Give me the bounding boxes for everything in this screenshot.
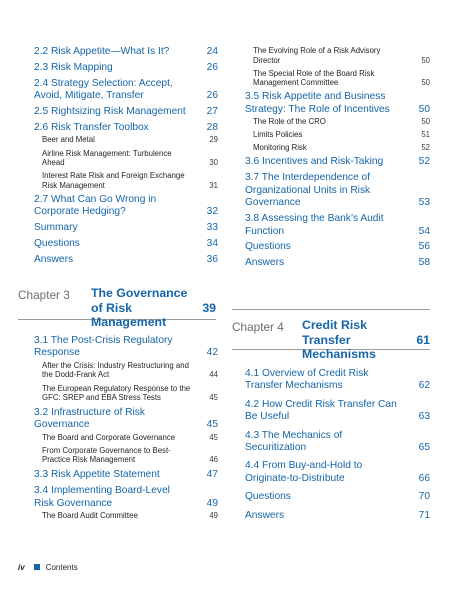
toc-entry-page: 31 xyxy=(209,180,218,190)
toc-entry-page: 52 xyxy=(418,156,430,168)
toc-entry-page: 34 xyxy=(206,238,218,250)
toc-entry-page: 66 xyxy=(418,472,430,484)
toc-section-entry[interactable] xyxy=(245,156,430,168)
toc-entry-page: 47 xyxy=(206,468,218,480)
toc-entry-page: 49 xyxy=(209,511,218,520)
toc-entry-title: 4.1 Overview of Credit Risk Transfer Mechanisms xyxy=(245,368,369,392)
toc-subsection-entry[interactable] xyxy=(245,69,430,88)
toc-subsection-entry[interactable] xyxy=(34,511,218,521)
toc-entry-page: 70 xyxy=(418,491,430,503)
toc-entry-page: 58 xyxy=(418,257,430,269)
toc-entry-page: 29 xyxy=(209,135,218,145)
chapter-page-number: 61 xyxy=(416,333,430,347)
toc-subsection-entry[interactable] xyxy=(34,446,218,465)
toc-entry-title: 3.8 Assessing the Bank’s Audit Function xyxy=(245,213,384,237)
toc-entry-title: Questions xyxy=(34,238,80,250)
toc-entry-page: 71 xyxy=(418,509,430,521)
toc-subsection-entry[interactable] xyxy=(245,46,430,65)
toc-entry-page: 26 xyxy=(206,90,218,102)
toc-section-entry[interactable] xyxy=(245,241,430,253)
toc-section-entry[interactable] xyxy=(245,430,430,455)
toc-entry-page: 45 xyxy=(206,419,218,431)
toc-entry-title: 4.4 From Buy-and-Hold to Originate-to-Distribute xyxy=(245,460,363,484)
toc-section-entry[interactable] xyxy=(245,257,430,269)
chapter-label: Chapter 3 xyxy=(18,288,70,302)
toc-entry-page: 51 xyxy=(421,130,430,140)
toc-section-entry[interactable] xyxy=(34,46,218,58)
toc-entry-title: 3.5 Risk Appetite and Business Strategy: The Role of Incentives xyxy=(245,91,390,115)
toc-entry-page: 24 xyxy=(206,46,218,57)
toc-entry-title: 3.1 The Post-Crisis Regulatory Response xyxy=(34,335,173,359)
toc-list-chapter4 xyxy=(245,368,430,522)
chapter-4-heading[interactable] xyxy=(232,309,430,361)
toc-section-entry[interactable] xyxy=(245,213,430,238)
toc-entry-page: 49 xyxy=(206,497,218,509)
toc-entry-title: 3.7 The Interdependence of Organizational Units in Risk Governance xyxy=(245,172,371,209)
toc-section-entry[interactable] xyxy=(34,469,218,481)
toc-entry-title: 3.6 Incentives and Risk-Taking xyxy=(245,156,384,168)
page-footer xyxy=(18,563,78,572)
toc-section-entry[interactable] xyxy=(245,510,430,522)
toc-entry-title: 3.4 Implementing Board-Level Risk Governance xyxy=(34,485,170,509)
toc-entry-title: 2.3 Risk Mapping xyxy=(34,61,113,73)
toc-section-entry[interactable] xyxy=(34,78,218,103)
toc-entry-title: Questions xyxy=(245,491,291,503)
toc-section-entry[interactable] xyxy=(245,460,430,485)
toc-section-entry[interactable] xyxy=(245,368,430,393)
toc-entry-page: 45 xyxy=(209,432,218,442)
chapter-label: Chapter 4 xyxy=(232,320,284,334)
toc-entry-title: The European Regulatory Response to the GFC: SREP and EBA Stress Tests xyxy=(42,383,191,403)
toc-subsection-entry[interactable] xyxy=(34,361,218,380)
toc-entry-page: 50 xyxy=(418,103,430,115)
toc-entry-page: 45 xyxy=(209,393,218,403)
toc-entry-title: The Evolving Role of a Risk Advisory Director xyxy=(253,46,381,65)
toc-entry-page: 50 xyxy=(421,78,430,88)
toc-section-entry[interactable] xyxy=(34,222,218,234)
toc-entry-title: Answers xyxy=(245,509,285,521)
toc-subsection-entry[interactable] xyxy=(245,130,430,140)
toc-entry-page: 33 xyxy=(206,222,218,234)
toc-entry-title: 3.3 Risk Appetite Statement xyxy=(34,468,160,480)
toc-section-entry[interactable] xyxy=(34,62,218,74)
toc-entry-title: Answers xyxy=(245,257,285,269)
toc-entry-page: 32 xyxy=(206,206,218,218)
toc-section-entry[interactable] xyxy=(245,91,430,116)
toc-entry-page: 53 xyxy=(418,197,430,209)
toc-entry-title: 2.6 Risk Transfer Toolbox xyxy=(34,122,149,134)
toc-entry-title: Questions xyxy=(245,241,291,253)
toc-entry-page: 50 xyxy=(421,55,430,65)
toc-entry-page: 56 xyxy=(418,241,430,253)
footer-label: Contents xyxy=(45,563,78,572)
toc-entry-title: 2.2 Risk Appetite—What Is It? xyxy=(34,46,170,57)
toc-section-entry[interactable] xyxy=(34,407,218,432)
toc-subsection-entry[interactable] xyxy=(34,135,218,145)
toc-entry-page: 28 xyxy=(206,122,218,134)
footer-square-icon xyxy=(34,564,40,570)
toc-entry-page: 52 xyxy=(421,143,430,153)
toc-entry-page: 63 xyxy=(418,411,430,423)
toc-section-entry[interactable] xyxy=(34,106,218,118)
chapter-title: Credit Risk Transfer Mechanisms xyxy=(302,318,376,361)
toc-entry-title: Summary xyxy=(34,222,78,234)
toc-subsection-entry[interactable] xyxy=(34,149,218,168)
chapter-3-heading[interactable] xyxy=(18,279,216,329)
chapter-title: The Governance of Risk Management xyxy=(91,286,188,329)
toc-entry-title: 4.2 How Credit Risk Transfer Can Be Useful xyxy=(245,398,397,423)
toc-list-chapter3-end xyxy=(245,46,430,270)
toc-entry-title: The Board and Corporate Governance xyxy=(42,432,176,442)
toc-entry-title: Beer and Metal xyxy=(42,135,95,145)
toc-list-chapter2-end xyxy=(34,46,218,266)
toc-entry-title: From Corporate Governance to Best-Practice Risk Management xyxy=(42,445,171,465)
toc-section-entry[interactable] xyxy=(245,172,430,209)
toc-section-entry[interactable] xyxy=(34,485,218,510)
toc-entry-page: 42 xyxy=(206,347,218,359)
footer-page-number: iv xyxy=(18,563,25,572)
toc-section-entry[interactable] xyxy=(34,194,218,219)
toc-subsection-entry[interactable] xyxy=(34,433,218,443)
toc-entry-page: 65 xyxy=(418,442,430,454)
toc-entry-title: The Special Role of the Board Risk Management Committee xyxy=(253,68,375,88)
toc-entry-title: After the Crisis: Industry Restructuring and the Dodd-Frank Act xyxy=(42,360,189,380)
toc-entry-title: Limits Policies xyxy=(253,130,303,140)
toc-list-chapter3-start xyxy=(34,335,218,521)
toc-entry-title: 3.2 Infrastructure of Risk Governance xyxy=(34,406,145,431)
toc-section-entry[interactable] xyxy=(34,238,218,250)
toc-entry-title: 2.7 What Can Go Wrong in Corporate Hedging? xyxy=(34,193,157,218)
toc-entry-page: 27 xyxy=(206,106,218,118)
toc-entry-title: 2.5 Rightsizing Risk Management xyxy=(34,106,186,118)
toc-subsection-entry[interactable] xyxy=(34,171,218,190)
toc-entry-title: The Board Audit Committee xyxy=(42,511,138,520)
toc-entry-page: 62 xyxy=(418,380,430,392)
toc-entry-title: Answers xyxy=(34,254,74,266)
toc-entry-title: 2.4 Strategy Selection: Accept, Avoid, Mitigate, Transfer xyxy=(34,77,173,102)
toc-entry-page: 36 xyxy=(206,254,218,266)
toc-entry-title: Monitoring Risk xyxy=(253,143,307,153)
toc-entry-page: 26 xyxy=(206,61,218,73)
toc-entry-page: 50 xyxy=(421,117,430,127)
toc-entry-title: The Role of the CRO xyxy=(253,117,326,127)
toc-subsection-entry[interactable] xyxy=(34,384,218,403)
toc-subsection-entry[interactable] xyxy=(245,117,430,127)
toc-entry-title: Airline Risk Management: Turbulence Ahead xyxy=(42,148,172,168)
toc-section-entry[interactable] xyxy=(34,122,218,134)
toc-entry-title: Interest Rate Risk and Foreign Exchange Risk Management xyxy=(42,171,185,190)
toc-entry-page: 54 xyxy=(418,225,430,237)
toc-entry-title: 4.3 The Mechanics of Securitization xyxy=(245,429,343,454)
toc-entry-page: 46 xyxy=(209,455,218,465)
toc-section-entry[interactable] xyxy=(245,491,430,503)
toc-section-entry[interactable] xyxy=(245,399,430,424)
toc-entry-page: 30 xyxy=(209,158,218,168)
chapter-page-number: 39 xyxy=(202,301,216,315)
toc-section-entry[interactable] xyxy=(34,254,218,266)
toc-section-entry[interactable] xyxy=(34,335,218,360)
toc-entry-page: 44 xyxy=(209,370,218,380)
toc-subsection-entry[interactable] xyxy=(245,143,430,153)
